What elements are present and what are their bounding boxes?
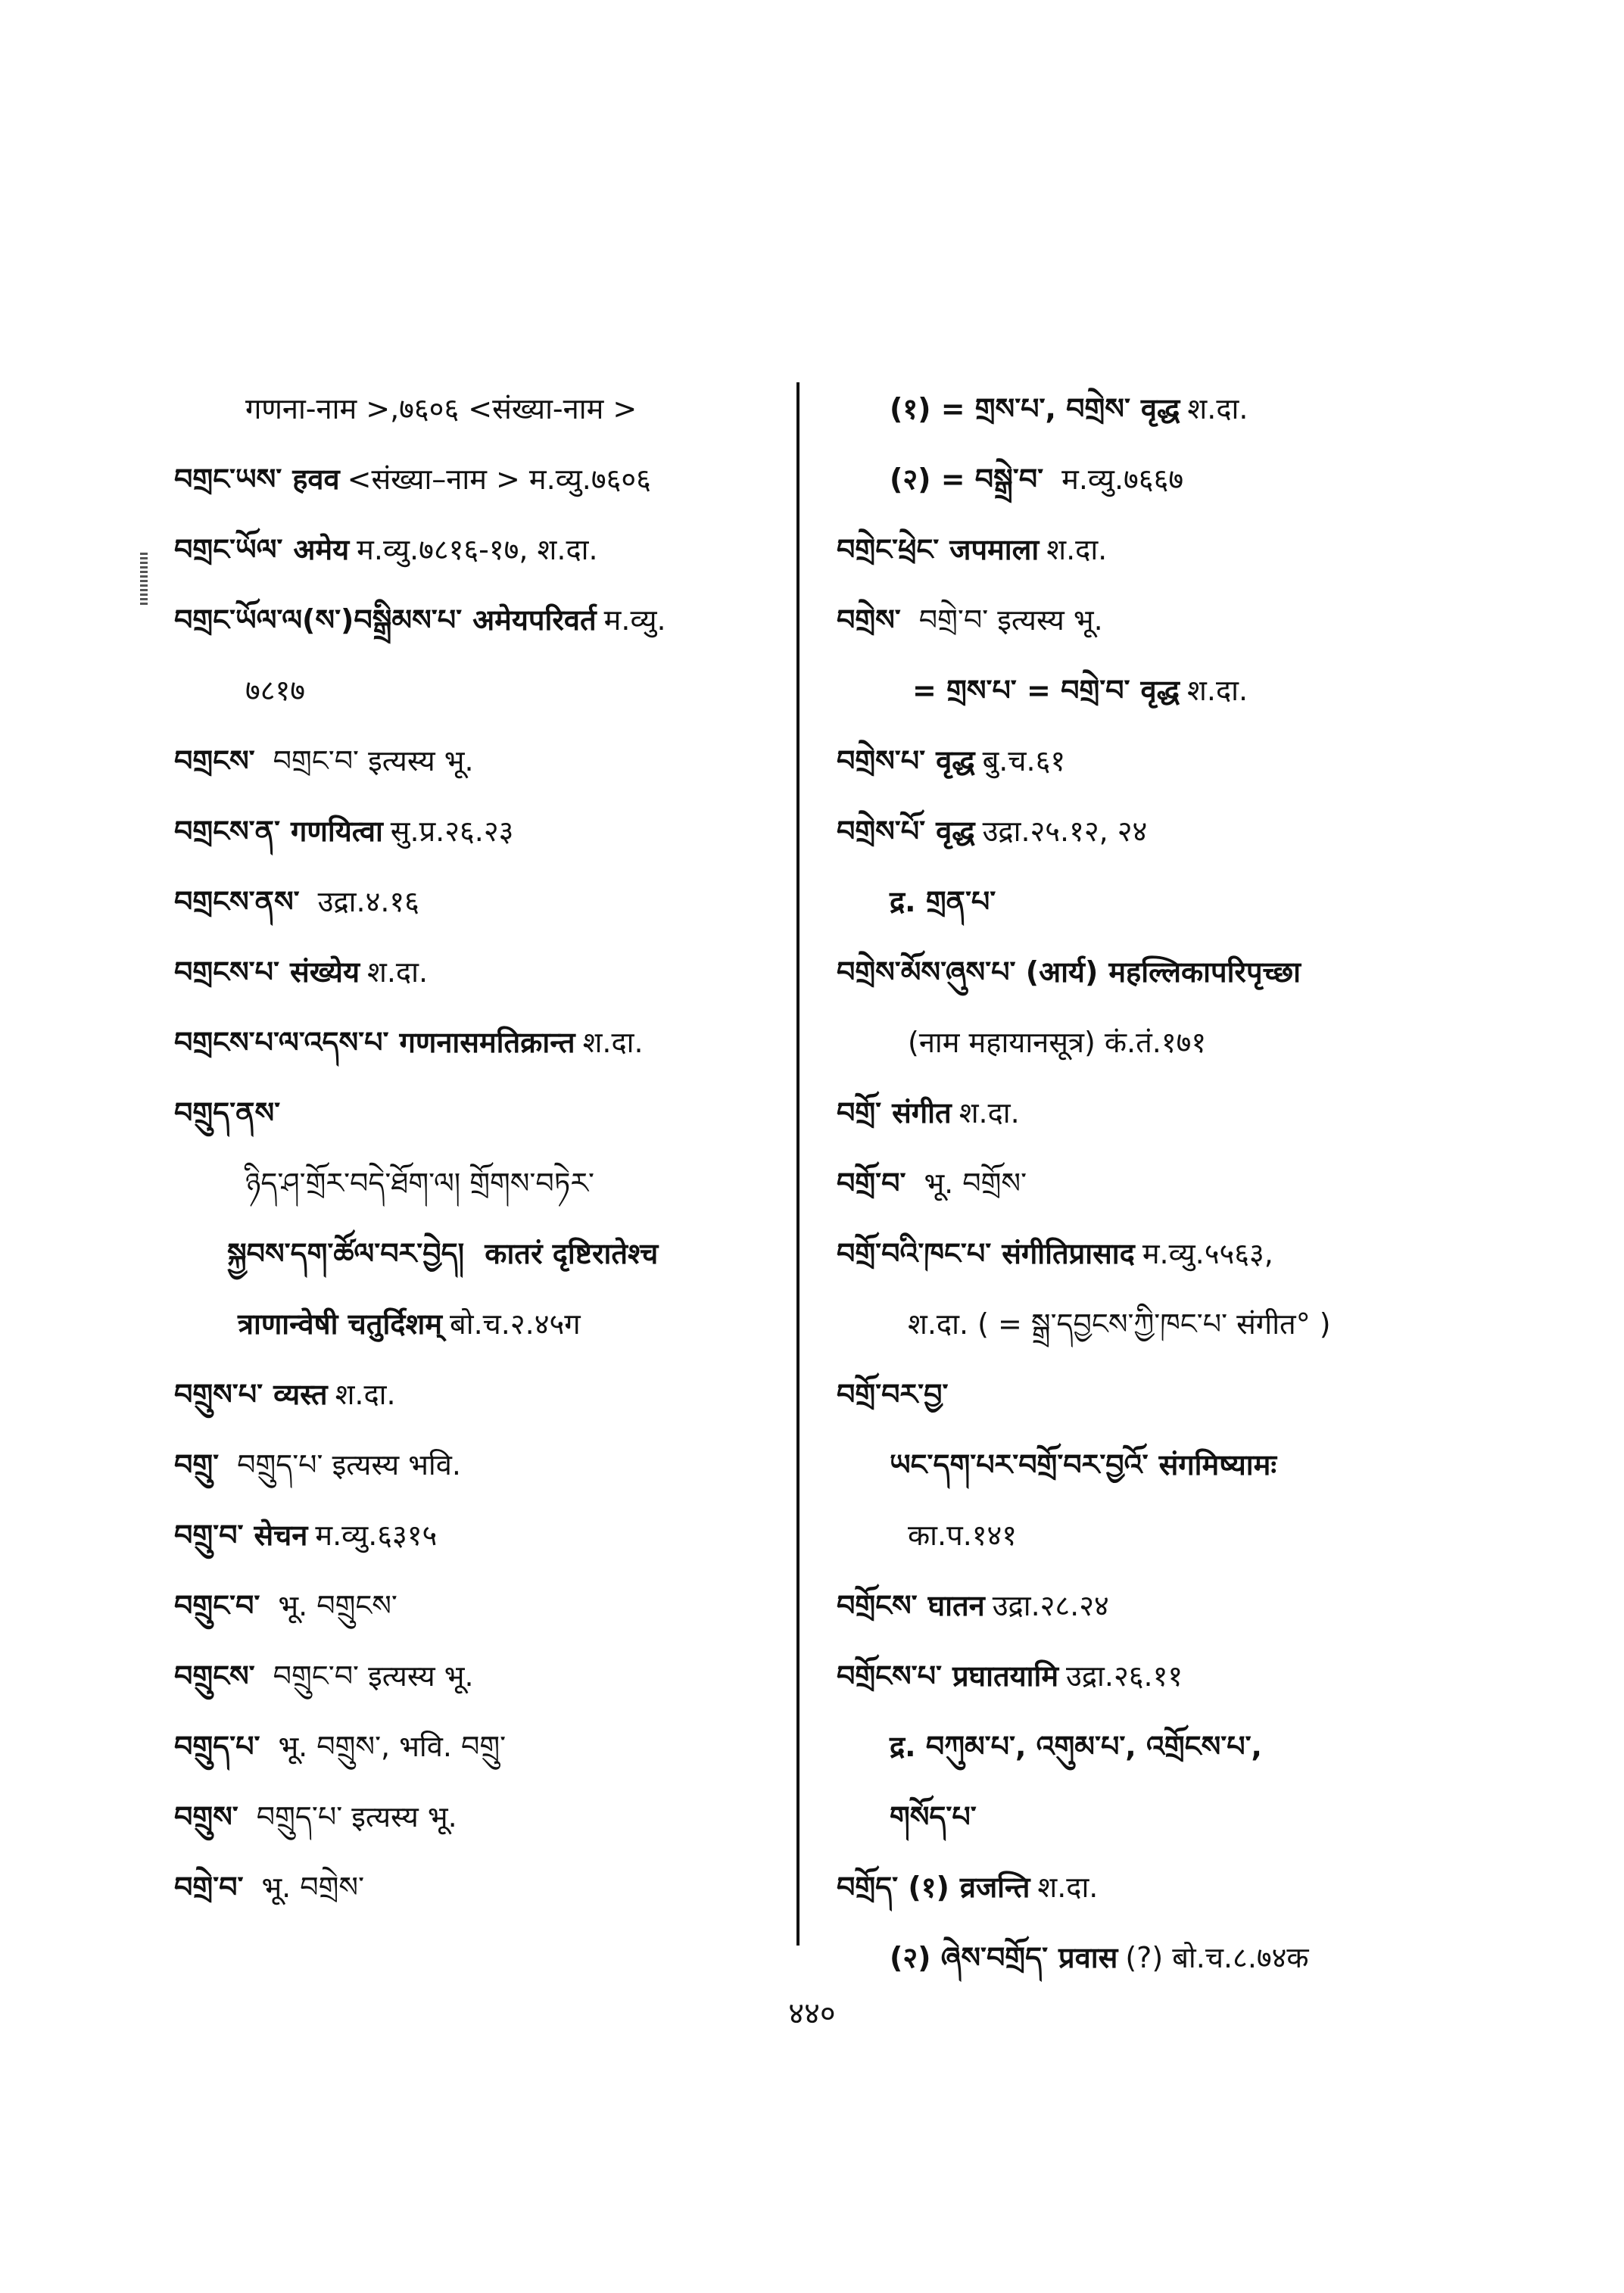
- entry-sanskrit-term: त्राणान्वेषी चतुर्दिशम्: [238, 1307, 443, 1341]
- dictionary-entry: [174, 594, 795, 664]
- entry-sanskrit-term: अमेय: [293, 533, 350, 566]
- entry-reference: (?) बो.च.८.७४क: [1125, 1941, 1309, 1974]
- dictionary-entry: [837, 1086, 1503, 1157]
- entry-headword: བགྲོ་: [837, 1096, 882, 1129]
- entry-headword: གསོད་པ་: [890, 1800, 977, 1833]
- entry-reference: म.व्यु.७८१६-१७, श.दा.: [357, 533, 598, 566]
- entry-reference: भू. བགྲུས་, भवि. བགྲུ་: [278, 1730, 507, 1763]
- right-column: [837, 382, 1503, 2002]
- entry-headword: བགྲངས་པ་ལ་འདས་པ་: [174, 1026, 389, 1059]
- dictionary-entry: [174, 382, 795, 453]
- dictionary-entry: [174, 1509, 795, 1579]
- entry-headword: བགྲོད་ (१): [837, 1871, 949, 1904]
- entry-headword: བགྲུད་ནས་: [174, 1096, 281, 1129]
- entry-reference: ७८१७: [245, 674, 306, 707]
- entry-headword: द्र. བཀུམ་པ་, འགུམ་པ་, འགྲོངས་པ་,: [890, 1730, 1262, 1763]
- entry-headword: བགྲངས་: [174, 744, 255, 777]
- dictionary-entry: [837, 1298, 1503, 1368]
- entry-sanskrit-term: संगीत: [892, 1096, 952, 1129]
- entry-reference: भू. བགྲོས་: [924, 1167, 1027, 1200]
- entry-headword: བགྲོ་བར་བྱ་: [837, 1378, 949, 1411]
- entry-headword: བགྲུངས་: [174, 1659, 255, 1693]
- dictionary-entry: [174, 523, 795, 594]
- entry-reference: श.दा.: [1187, 674, 1248, 707]
- entry-reference: བགྲུད་པ་ इत्यस्य भवि.: [237, 1448, 461, 1481]
- entry-reference: भू. བགྲེས་: [261, 1871, 365, 1904]
- dictionary-entry: [174, 1790, 795, 1861]
- dictionary-entry: [174, 1650, 795, 1720]
- entry-sanskrit-term: वृद्ध: [1140, 392, 1180, 425]
- entry-reference: བགྲུང་བ་ इत्यस्य भू.: [273, 1659, 474, 1693]
- entry-sanskrit-term: हवव: [292, 463, 340, 496]
- dictionary-entry: [174, 1227, 795, 1298]
- entry-reference: श.दा.: [1037, 1871, 1099, 1904]
- dictionary-entry: [174, 946, 795, 1016]
- entry-sanskrit-term: जपमाला: [949, 533, 1040, 566]
- entry-headword: द्र. གྲན་པ་: [890, 885, 996, 918]
- entry-sanskrit-term: संख्येय: [290, 955, 360, 989]
- left-column: [174, 382, 795, 1931]
- dictionary-entry: [837, 1157, 1503, 1227]
- dictionary-entry: [174, 734, 795, 805]
- entry-headword: བགྲོངས་པ་: [837, 1659, 943, 1693]
- dictionary-entry: [837, 523, 1503, 594]
- entry-reference: भू. བགྲུངས་: [278, 1589, 397, 1622]
- entry-sanskrit-term: कातरं दृष्टिरातेश्च: [485, 1237, 659, 1270]
- entry-headword: ཡང་དག་པར་བགྲོ་བར་བྱའོ་: [890, 1448, 1149, 1481]
- entry-reference: ཉིད་ཤ་གྲོར་བདེ་ཐོག་ལ། གྲོགས་བཏེར་: [245, 1167, 595, 1200]
- entry-headword: བགྲུ་: [174, 1448, 220, 1481]
- entry-headword: བགྲུད་པ་: [174, 1730, 260, 1763]
- entry-headword: བགྲང་ཡོལ་ལ(ས་)བསྒྲིམས་པ་: [174, 603, 463, 637]
- entry-reference: बु.च.६१: [982, 744, 1066, 777]
- dictionary-entry: [837, 1720, 1503, 1790]
- dictionary-entry: [837, 946, 1503, 1016]
- dictionary-entry: [837, 594, 1503, 664]
- entry-sanskrit-term: वृद्ध: [1140, 674, 1180, 707]
- entry-sanskrit-term: प्रघातयामि: [952, 1659, 1059, 1693]
- entry-sanskrit-term: सेचन: [254, 1519, 308, 1552]
- entry-headword: བགྲུས་པ་: [174, 1378, 263, 1411]
- entry-headword: བགྲང་ཡོལ་: [174, 533, 283, 566]
- entry-headword: བགྲུང་བ་: [174, 1589, 260, 1622]
- entry-headword: བགྲང་ཡས་: [174, 463, 282, 496]
- dictionary-entry: [174, 1438, 795, 1509]
- entry-headword: བགྲོ་བའི་ཁང་པ་: [837, 1237, 992, 1270]
- entry-reference: (नाम महायानसूत्र) कं.तं.१७१: [908, 1026, 1207, 1059]
- dictionary-entry: [837, 875, 1503, 946]
- entry-reference: म.व्यु.७६६७: [1061, 463, 1184, 496]
- entry-headword: བགྲུས་: [174, 1800, 238, 1833]
- entry-reference: म.व्यु.५५६३,: [1142, 1237, 1273, 1270]
- entry-sanskrit-term: वृद्ध: [936, 815, 975, 848]
- dictionary-entry: [174, 1016, 795, 1086]
- dictionary-entry: [837, 1650, 1503, 1720]
- entry-headword: (१) = གྲས་པ་, བགྲེས་: [890, 392, 1130, 425]
- entry-reference: म.व्यु.: [603, 603, 666, 637]
- dictionary-entry: [174, 1861, 795, 1931]
- entry-reference: बो.च.२.४५ग: [450, 1307, 581, 1341]
- entry-sanskrit-term: गणनासमतिक्रान्त: [399, 1026, 575, 1059]
- dictionary-entry: [837, 453, 1503, 523]
- entry-sanskrit-term: प्रवास: [1058, 1941, 1118, 1974]
- entry-headword: བགྲེ་བ་: [174, 1871, 244, 1904]
- entry-reference: श.दा.: [582, 1026, 644, 1059]
- entry-headword: བགྲེང་ཕྲེང་: [837, 533, 940, 566]
- column-divider: [796, 382, 800, 1946]
- dictionary-entry: [174, 664, 795, 734]
- entry-headword: (२) ཞེས་བགྲོད་: [890, 1941, 1049, 1974]
- entry-reference: श.दा.: [959, 1096, 1020, 1129]
- entry-sanskrit-term: महल्लिकापरिपृच्छा: [1108, 955, 1301, 989]
- dictionary-entry: [174, 875, 795, 946]
- dictionary-entry: [837, 664, 1503, 734]
- entry-headword: བགྲེས་པོ་: [837, 815, 926, 848]
- entry-reference: श.दा.: [1046, 533, 1108, 566]
- entry-headword: བགྲེས་པ་: [837, 744, 926, 777]
- dictionary-entry: [837, 1016, 1503, 1086]
- dictionary-entry: [837, 1790, 1503, 1861]
- entry-sanskrit-term: व्यस्त: [273, 1378, 328, 1411]
- dictionary-entry: [174, 453, 795, 523]
- dictionary-entry: [837, 1227, 1503, 1298]
- entry-headword: བགྲུ་བ་: [174, 1519, 244, 1552]
- entry-headword: = གྲས་པ་ = བགྲེ་བ་: [912, 674, 1130, 707]
- entry-reference: का.प.१४१: [908, 1519, 1018, 1552]
- entry-headword: སྐྱབས་དག་ཚོལ་བར་བྱེད།: [227, 1237, 475, 1270]
- entry-sanskrit-term: घातन: [927, 1589, 985, 1622]
- dictionary-entry: [837, 805, 1503, 875]
- dictionary-entry: [174, 1720, 795, 1790]
- entry-headword: བགྲེས་: [837, 603, 901, 637]
- entry-headword: བགྲོངས་: [837, 1589, 918, 1622]
- entry-reference: म.व्यु.६३१५: [315, 1519, 438, 1552]
- entry-reference: श.दा.: [335, 1378, 396, 1411]
- entry-sanskrit-term: संगीतिप्रासाद: [1002, 1237, 1135, 1270]
- dictionary-entry: [837, 1368, 1503, 1438]
- dictionary-entry: [837, 1438, 1503, 1509]
- dictionary-entry: [174, 1298, 795, 1368]
- page-number: ४४०: [788, 1996, 836, 2031]
- dictionary-entry: [837, 1579, 1503, 1650]
- dictionary-entry: [174, 1579, 795, 1650]
- entry-headword: (२) = བསྒྲེ་བ་: [890, 463, 1044, 496]
- dictionary-entry: [837, 734, 1503, 805]
- entry-headword: བགྲེས་མོས་ཞུས་པ་ (आर्य): [837, 955, 1099, 989]
- dictionary-entry: [174, 1368, 795, 1438]
- entry-headword: བགྲངས་ནས་: [174, 885, 300, 918]
- entry-sanskrit-term: अमेयपरिवर्त: [472, 603, 597, 637]
- entry-reference: श.दा.: [1187, 392, 1248, 425]
- entry-reference: गणना-नाम >,७६०६ <संख्या-नाम >: [245, 392, 637, 425]
- entry-reference: उद्रा.२६.११: [1066, 1659, 1183, 1693]
- entry-sanskrit-term: वृद्ध: [936, 744, 975, 777]
- dictionary-entry: [837, 1861, 1503, 1931]
- entry-sanskrit-term: व्रजन्ति: [959, 1871, 1030, 1904]
- entry-reference: <संख्या–नाम > म.व्यु.७६०६: [347, 463, 651, 496]
- entry-reference: བགྲང་བ་ इत्यस्य भू.: [273, 744, 474, 777]
- dictionary-entry: [174, 1157, 795, 1227]
- entry-headword: བགྲངས་ན་: [174, 815, 280, 848]
- dictionary-entry: [837, 1509, 1503, 1579]
- dictionary-entry: [174, 1086, 795, 1157]
- entry-reference: उद्रा.२८.२४: [992, 1589, 1109, 1622]
- entry-reference: सु.प्र.२६.२३: [390, 815, 514, 848]
- dictionary-entry: [837, 382, 1503, 453]
- dictionary-entry: [174, 805, 795, 875]
- entry-reference: श.दा. ( = སྒྲ་དབྱངས་ཀྱི་ཁང་པ་ संगीत° ): [908, 1307, 1331, 1341]
- entry-reference: བགྲུད་པ་ इत्यस्य भू.: [256, 1800, 457, 1833]
- entry-reference: श.दा.: [367, 955, 429, 989]
- entry-reference: བགྲེ་བ་ इत्यस्य भू.: [918, 603, 1103, 637]
- entry-reference: उद्रा.२५.१२, २४: [982, 815, 1148, 848]
- entry-headword: བགྲངས་པ་: [174, 955, 280, 989]
- entry-reference: उद्रा.४.१६: [317, 885, 419, 918]
- margin-mark: [140, 553, 148, 606]
- entry-sanskrit-term: संगमिष्यामः: [1158, 1448, 1277, 1481]
- entry-headword: བགྲོ་བ་: [837, 1167, 906, 1200]
- entry-sanskrit-term: गणयित्वा: [291, 815, 383, 848]
